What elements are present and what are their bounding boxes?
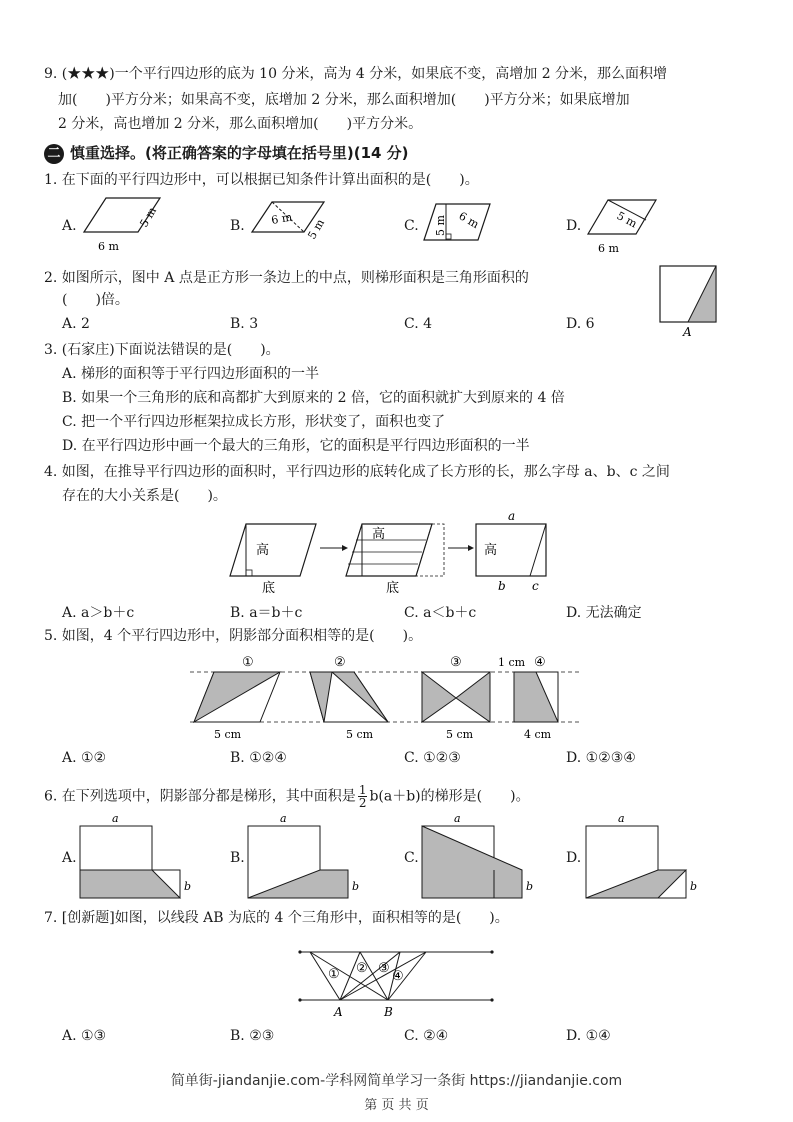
q9-line2: 加( )平方分米；如果高不变，底增加 2 分米，那么面积增加( )平方分米；如果底增加 xyxy=(58,92,630,108)
q7-option-c: C. ②④ xyxy=(404,1028,449,1044)
q7-point-b: B xyxy=(384,1005,393,1019)
q4-label-b: b xyxy=(498,579,506,593)
q5-option-a: A. ①② xyxy=(62,750,107,766)
q6-stem-post: b(a＋b)的梯形是( )。 xyxy=(369,788,530,805)
q2-option-a: A. 2 xyxy=(62,316,90,332)
q4-option-c: C. a＜b＋c xyxy=(404,605,477,621)
q7-option-d: D. ①④ xyxy=(566,1028,611,1044)
q7-option-b: B. ②③ xyxy=(230,1028,275,1044)
q5-stem: 5. 如图，4 个平行四边形中，阴影部分面积相等的是( )。 xyxy=(44,628,423,644)
q6-c-label-a: a xyxy=(454,812,461,825)
q6-a-label-b: b xyxy=(184,880,192,893)
q1-figure-a xyxy=(76,194,166,256)
q5-dim-1: 5 cm xyxy=(214,728,242,741)
q1-c-side-label: 6 m xyxy=(456,209,482,232)
q6-option-d: D. xyxy=(566,850,582,866)
q6-figure-b xyxy=(244,812,364,902)
q6-b-label-b: b xyxy=(352,880,360,893)
q4-line1: 4. 如图，在推导平行四边形的面积时，平行四边形的底转化成了长方形的长，那么字母 a、b、c 之间 xyxy=(44,464,670,480)
q6-figure-d xyxy=(582,812,702,902)
q7-label-1: ① xyxy=(328,967,340,982)
q1-a-base-label: 6 m xyxy=(98,240,119,253)
q4-base-label-1: 底 xyxy=(262,581,276,596)
q4-option-d: D. 无法确定 xyxy=(566,605,642,621)
q7-label-3: ③ xyxy=(378,961,390,976)
q5-option-b: B. ①②④ xyxy=(230,750,287,766)
q4-height-label-3: 高 xyxy=(484,543,498,558)
q4-height-label-1: 高 xyxy=(256,543,270,558)
q1-b-diag-label: 6 m xyxy=(270,210,294,227)
q5-label-1: ① xyxy=(242,655,254,670)
q4-option-b: B. a＝b＋c xyxy=(230,605,303,621)
q6-fraction xyxy=(358,784,368,809)
q5-option-d: D. ①②③④ xyxy=(566,750,636,766)
q1-option-d: D. xyxy=(566,218,582,234)
q6-option-b: B. xyxy=(230,850,245,866)
q6-d-label-a: a xyxy=(618,812,625,825)
q5-dim-4: 4 cm xyxy=(524,728,552,741)
q6-option-c: C. xyxy=(404,850,419,866)
q5-label-4: ④ xyxy=(534,655,546,670)
q4-line2: 存在的大小关系是( )。 xyxy=(62,488,227,504)
q3-option-c: C. 把一个平行四边形框架拉成长方形，形状变了，面积也变了 xyxy=(62,414,446,430)
q2-point-a: A xyxy=(683,325,692,339)
q6-b-label-a: a xyxy=(280,812,287,825)
q5-dim-3: 5 cm xyxy=(446,728,474,741)
section-title xyxy=(44,142,409,164)
q7-stem: 7. [创新题]如图，以线段 AB 为底的 4 个三角形中，面积相等的是( )。 xyxy=(44,910,509,926)
q7-point-a: A xyxy=(334,1005,343,1019)
q6-d-label-b: b xyxy=(690,880,698,893)
q6-option-a: A. xyxy=(62,850,77,866)
q3-option-d: D. 在平行四边形中画一个最大的三角形，它的面积是平行四边形面积的一半 xyxy=(62,438,530,454)
q7-figure xyxy=(296,934,496,1020)
q2-option-c: C. 4 xyxy=(404,316,433,332)
q5-figure xyxy=(186,650,586,746)
q1-figure-b xyxy=(248,196,338,248)
q6-stem-pre: 6. 在下列选项中，阴影部分都是梯形，其中面积是 xyxy=(44,788,356,805)
q6-c-label-b: b xyxy=(526,880,534,893)
q1-stem: 1. 在下面的平行四边形中，可以根据已知条件计算出面积的是( )。 xyxy=(44,172,479,188)
q2-option-d: D. 6 xyxy=(566,316,595,332)
q4-base-label-2: 底 xyxy=(386,581,400,596)
q5-dim-2: 5 cm xyxy=(346,728,374,741)
q5-dim-4-top: 1 cm xyxy=(498,656,526,669)
q9-line1: 9. (★★★)一个平行四边形的底为 10 分米，高为 4 分米，如果底不变，高增加 2 分米，那么面积增 xyxy=(44,66,668,82)
q1-option-b: B. xyxy=(230,218,245,234)
q6-frac-top: 1 xyxy=(358,783,367,797)
section-title-text: 慎重选择。(将正确答案的字母填在括号里)(14 分) xyxy=(70,144,409,162)
q6-figure-c xyxy=(418,812,538,902)
q3-option-b: B. 如果一个三角形的底和高都扩大到原来的 2 倍，它的面积就扩大到原来的 4 倍 xyxy=(62,390,565,406)
q1-option-a: A. xyxy=(62,218,77,234)
q1-figure-d xyxy=(584,196,664,258)
q2-figure xyxy=(656,264,720,340)
q6-figure-a xyxy=(76,812,196,902)
q4-option-a: A. a＞b＋c xyxy=(62,605,135,621)
q4-label-a: a xyxy=(508,510,516,523)
section-badge: 二 xyxy=(44,144,64,164)
q6-a-label-a: a xyxy=(112,812,119,825)
q4-figure xyxy=(226,510,566,596)
q1-figure-c xyxy=(420,198,500,246)
q6-stem xyxy=(44,784,530,809)
q5-label-2: ② xyxy=(334,655,346,670)
footer-page: 第 页 共 页 xyxy=(364,1098,429,1113)
footer-source: 简单街-jiandanjie.com-学科网简单学习一条街 https://jiandanjie.com xyxy=(170,1073,623,1089)
q4-height-label-2: 高 xyxy=(372,527,386,542)
q5-label-3: ③ xyxy=(450,655,462,670)
q5-option-c: C. ①②③ xyxy=(404,750,461,766)
q6-frac-bottom: 2 xyxy=(358,796,367,810)
q7-label-4: ④ xyxy=(392,969,404,984)
q1-option-c: C. xyxy=(404,218,419,234)
q2-line1: 2. 如图所示，图中 A 点是正方形一条边上的中点，则梯形面积是三角形面积的 xyxy=(44,270,529,286)
q7-label-2: ② xyxy=(356,961,368,976)
q7-option-a: A. ①③ xyxy=(62,1028,107,1044)
q1-d-height-label: 5 m xyxy=(614,209,640,231)
q1-b-side-label: 5 m xyxy=(305,216,328,242)
q4-label-c: c xyxy=(532,579,539,593)
q1-a-side-label: 5 m xyxy=(137,204,160,230)
q3-stem: 3. (石家庄)下面说法错误的是( )。 xyxy=(44,342,280,358)
q1-c-height-label: 5 m xyxy=(434,215,447,236)
q1-d-base-label: 6 m xyxy=(598,242,619,255)
q3-option-a: A. 梯形的面积等于平行四边形面积的一半 xyxy=(62,366,320,382)
q2-option-b: B. 3 xyxy=(230,316,259,332)
q9-line3: 2 分米，高也增加 2 分米，那么面积增加( )平方分米。 xyxy=(58,116,423,132)
q2-line2: ( )倍。 xyxy=(62,292,129,308)
